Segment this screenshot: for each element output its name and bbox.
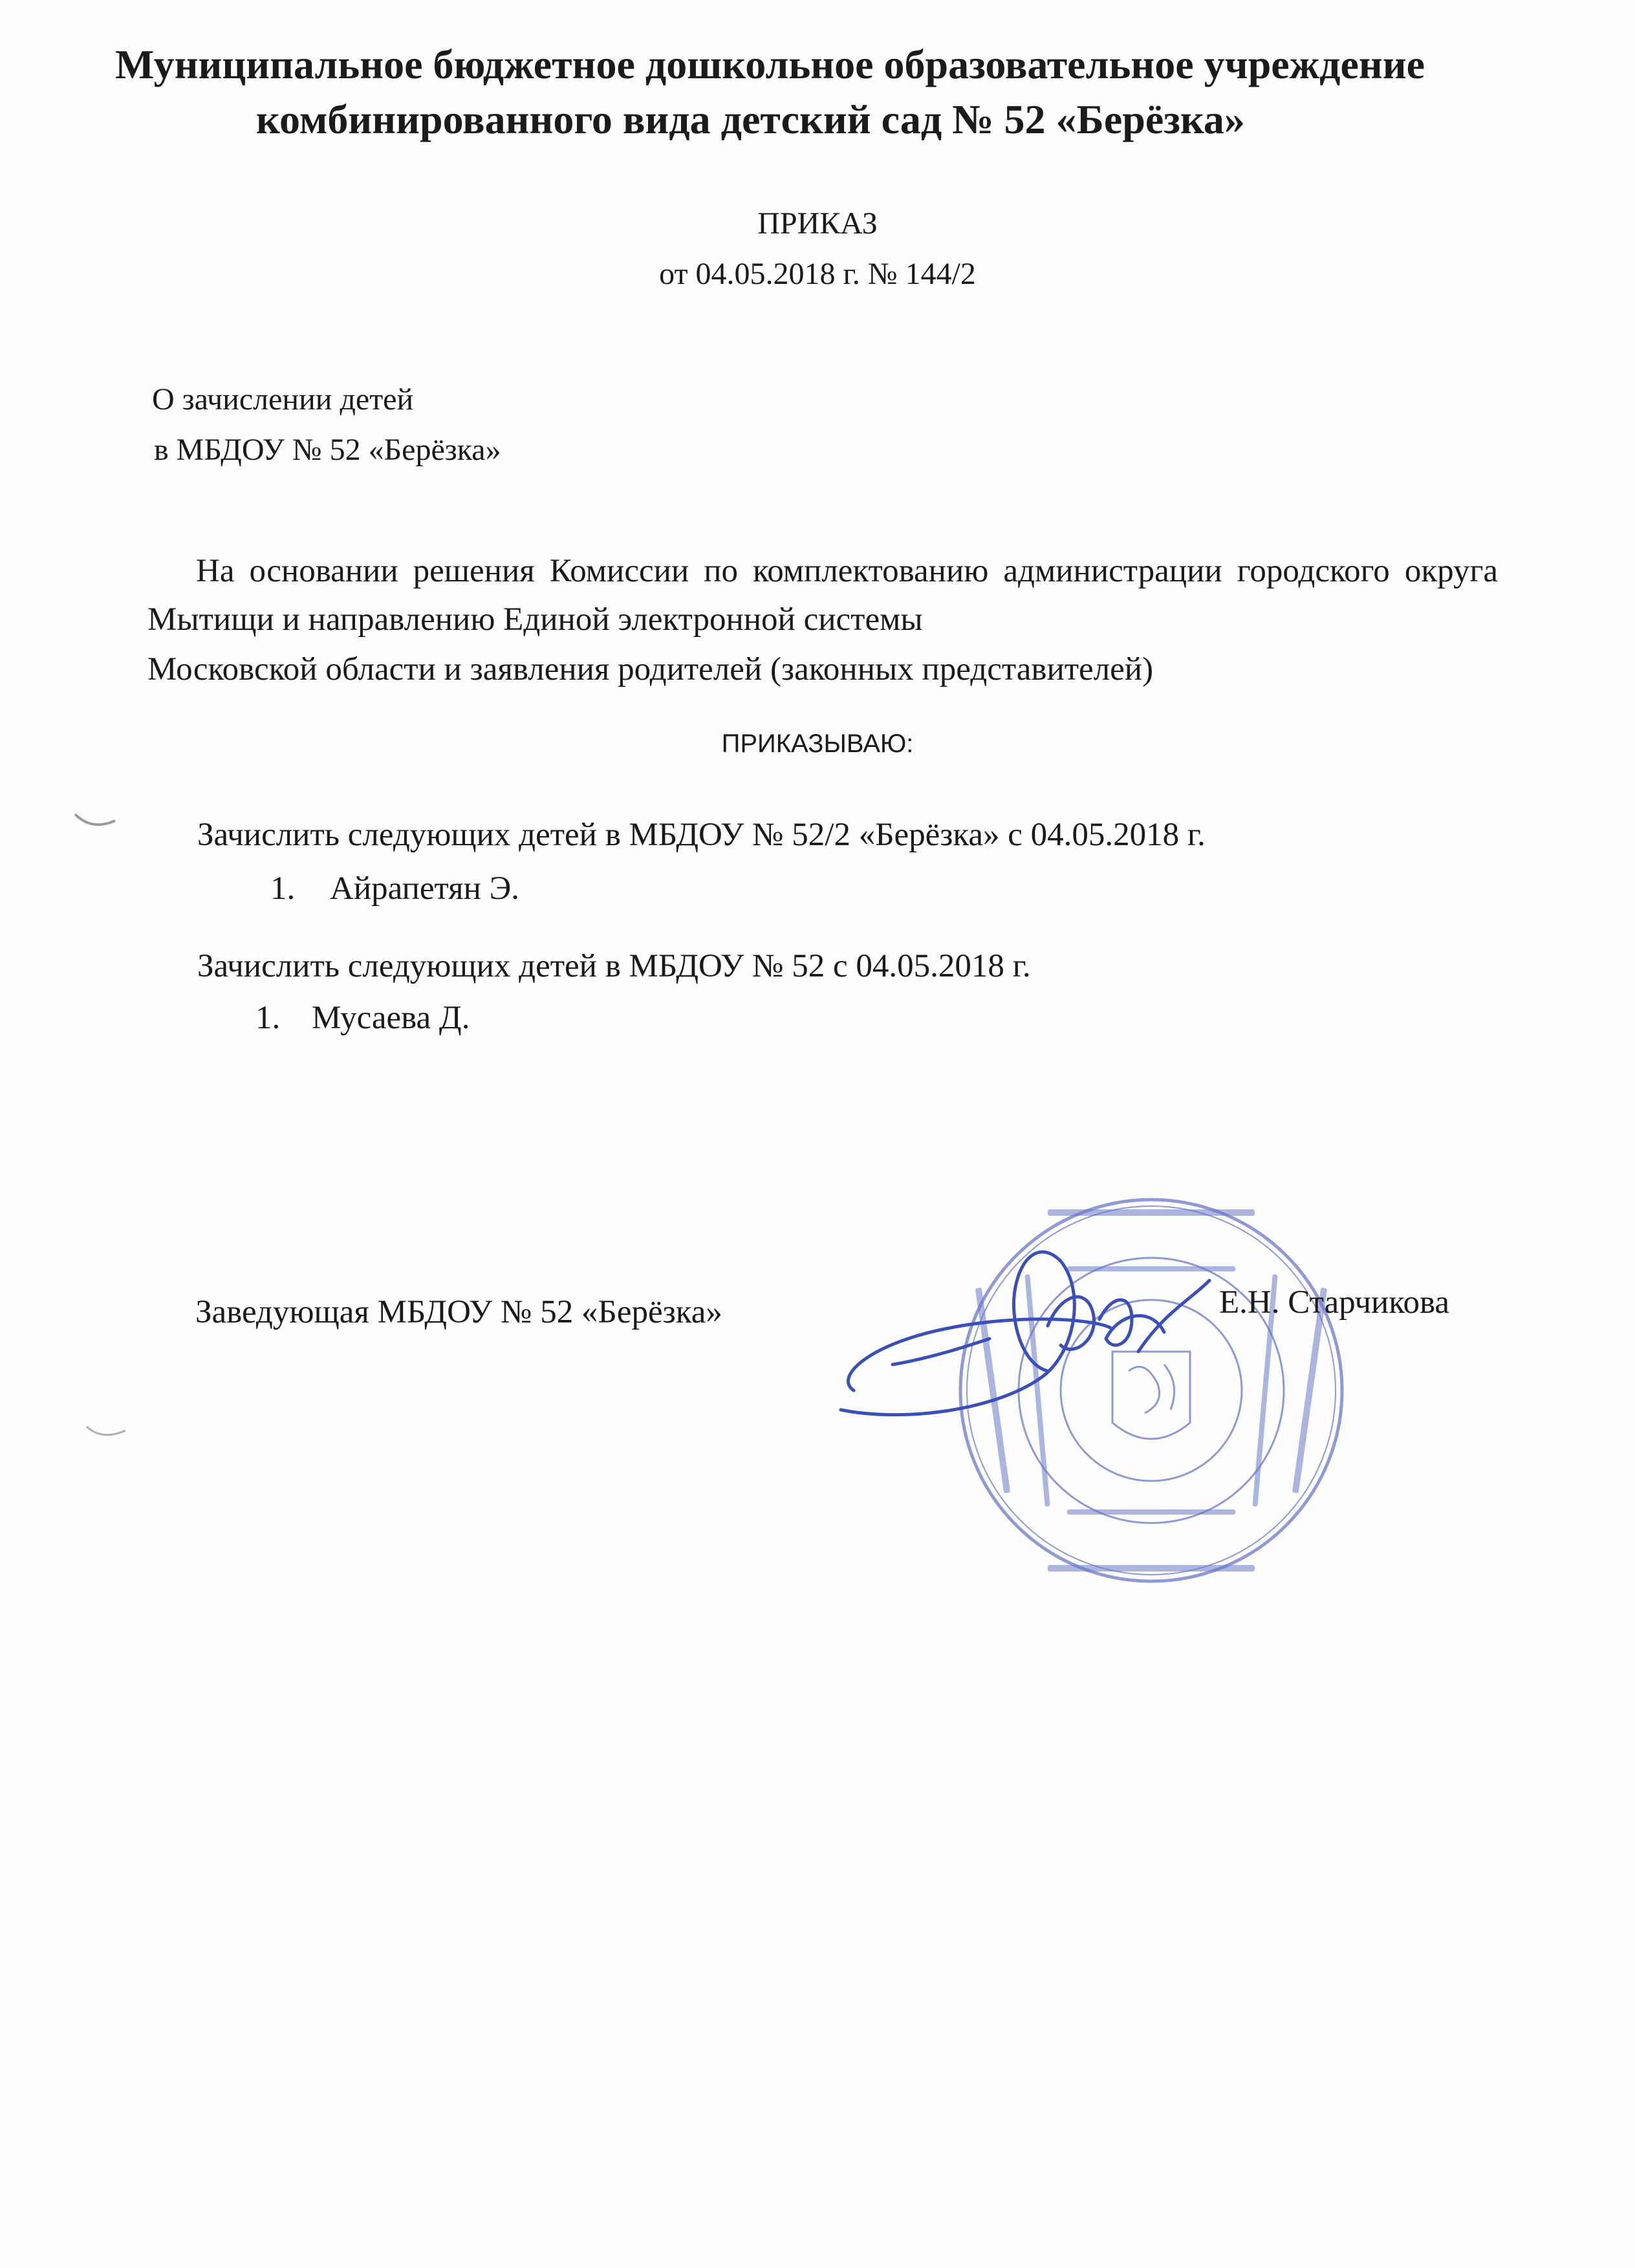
subject-line-1: О зачислении детей <box>152 382 414 416</box>
enrollment-item-number: 1. <box>270 870 296 907</box>
signatory-position: Заведующая МБДОУ № 52 «Берёзка» <box>195 1294 722 1330</box>
basis-text: На основании решения Комиссии по комплектованию администрации городского округа Мытищи и направлению Единой электронной системы <box>147 553 1498 638</box>
basis-paragraph <box>147 547 1498 644</box>
enrollment-item-name: Мусаева Д. <box>312 1000 470 1036</box>
enrollment-heading-1: Зачислить следующих детей в МБДОУ № 52/2 «Берёзка» с 04.05.2018 г. <box>197 817 1206 853</box>
enrollment-item-name: Айрапетян Э. <box>330 870 520 907</box>
punch-hole-mark <box>84 1423 129 1442</box>
basis-paragraph-last-line: Московской области и заявления родителей (законных представителей) <box>147 651 1154 687</box>
enrollment-item-number: 1. <box>255 1000 281 1036</box>
handwritten-signature <box>828 1216 1242 1429</box>
enrollment-heading-2: Зачислить следующих детей в МБДОУ № 52 с 04.05.2018 г. <box>197 948 1031 984</box>
signatory-name: Е.Н. Старчикова <box>1219 1284 1450 1321</box>
organization-name-line-1: Муниципальное бюджетное дошкольное образовательное учреждение <box>115 41 1425 87</box>
order-directive: ПРИКАЗЫВАЮ: <box>721 729 914 758</box>
order-date-number: от 04.05.2018 г. № 144/2 <box>659 257 976 291</box>
subject-line-2: в МБДОУ № 52 «Берёзка» <box>154 433 501 467</box>
organization-name-line-2: комбинированного вида детский сад № 52 «Берёзка» <box>256 96 1245 142</box>
punch-hole-mark <box>72 812 118 831</box>
order-title: ПРИКАЗ <box>757 206 878 241</box>
